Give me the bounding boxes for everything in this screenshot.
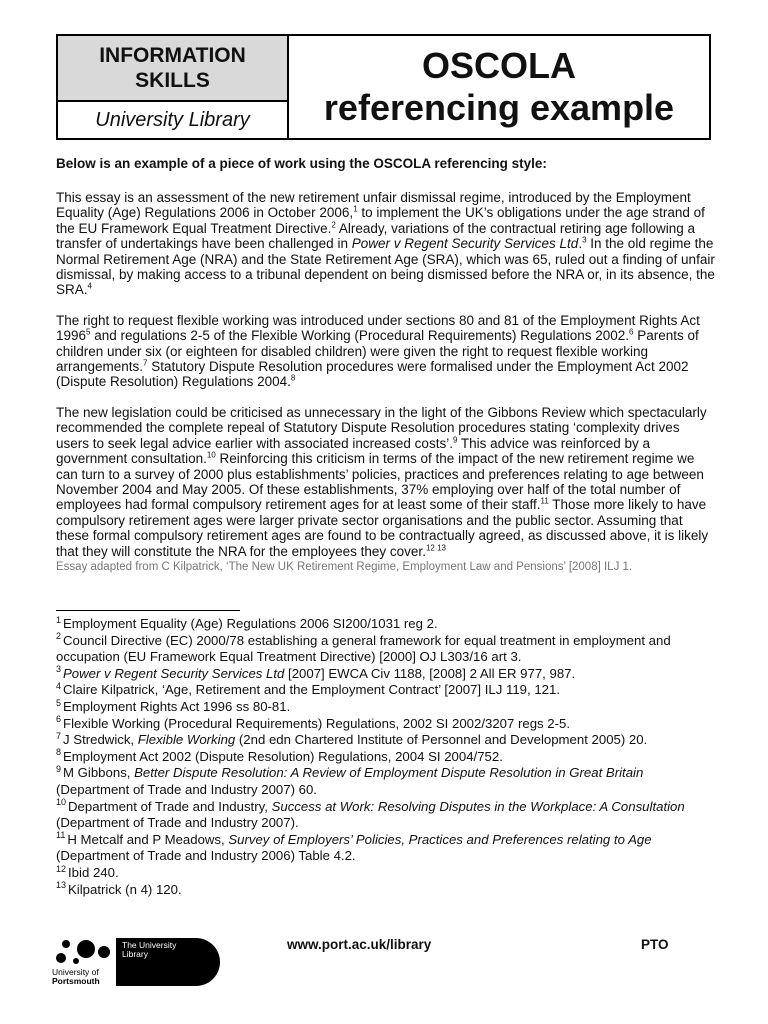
text-run: This essay is an assessment of the new retirement unfair dismissal regime, introduced by the Employment Equality (Age) Regulations 2006 in October 2006, [56, 190, 691, 221]
text-run: The right to request flexible working was introduced under sections 80 and 81 of the Employment Rights Act 1996 [56, 312, 700, 344]
footnote-ref[interactable]: 1 [353, 204, 358, 214]
footnote-number: 5 [56, 697, 62, 708]
footnote-text: M Gibbons, [63, 765, 135, 781]
pto-label: PTO [641, 937, 669, 952]
text-run: This advice was reinforced by a government consultation. [56, 435, 650, 467]
footnote-ref[interactable]: 8 [290, 373, 296, 383]
footnote-title: Flexible Working [137, 732, 236, 748]
university-logo [52, 938, 222, 990]
text-run: In the old regime the Normal Retirement Age (NRA) and the State Retirement Age (SRA), which was 65, ruled out a finding of unfair dismissal, by making access to a tribunal dependent on being dismissed before the NRA or, in its absence, the SRA. [56, 236, 715, 298]
footnote-item [56, 633, 716, 666]
footnote-item [56, 765, 716, 798]
text-run: Those more likely to have compulsory retirement ages were larger private sector organisations and the public sector. Assuming that these formal compulsory retirement ages are found to be contractually agreed, as discussed above, it is likely that they will constitute the NRA for the employees they cover. [56, 497, 709, 559]
portsmouth-dots-icon [52, 938, 114, 968]
essay-paragraph-1: This essay is an assessment of the new retirement unfair dismissal regime, introduced by the Employment Equality (Age) Regulations 2006 in October 2006,$^1$ to implement the UK’s obligations under the age strand of the EU Framework Equal Treatment Directive.$^2$ Already, variations of the contractual retiring age following a transfer of undertakings have been challenged in Power v Regent Security Services Ltd.$^3$ In the old regime the Normal Retirement Age (NRA) and the State Retirement Age (SRA), which was 65, ruled out a finding of unfair dismissal, by making access to a tribunal dependent on being dismissed before the NRA or, in its absence, the SRA.$^4$ [56, 190, 715, 298]
footnote-number: 2 [56, 631, 62, 642]
footnote-text: J Stredwick, [63, 732, 138, 748]
footnote-number: 13 [56, 880, 67, 891]
footnote-ref[interactable]: 9 [452, 435, 458, 445]
library-url-link[interactable]: www.port.ac.uk/library [287, 937, 432, 952]
header-box [56, 34, 711, 140]
page-title: OSCOLA referencing example [323, 45, 675, 128]
footnote-ref[interactable]: 12 13 [425, 543, 446, 553]
footnote-title: Survey of Employers’ Policies, Practices and Preferences relating to Age [228, 831, 652, 847]
essay-paragraph-2 [56, 313, 716, 390]
footnote-text-tail: (Department of Trade and Industry 2007). [56, 815, 299, 831]
footnote-text-tail: (Department of Trade and Industry 2007) 60. [56, 781, 317, 797]
footnote-text-tail: (2nd edn Chartered Institute of Personnel and Development 2005) 20. [235, 732, 648, 748]
text-run: Reinforcing this criticism in terms of the impact of the new retirement regime we can turn to a survey of 2000 plus establishments’ policies, practices and preferences relating to age between November 2004 and May 2005. Of these establishments, 37% employing over half of the total number of employees had formal compulsory retirement ages for at least some of their staff. [56, 451, 704, 513]
logo-portsmouth-line: Portsmouth [52, 976, 100, 986]
text-run: Statutory Dispute Resolution procedures were formalised under the Employment Act 2002 (Dispute Resolution) Regulations 2004. [56, 359, 689, 390]
source-attribution: Essay adapted from C Kilpatrick, ‘The New UK Retirement Regime, Employment Law and Pensions’ [2008] ILJ 1. [56, 560, 633, 573]
footnote-title: Success at Work: Resolving Disputes in the Workplace: A Consultation [271, 798, 685, 814]
footnote-text: Claire Kilpatrick, ‘Age, Retirement and the Employment Contract’ [2007] ILJ 119, 121. [63, 682, 560, 698]
university-library-label: University Library [95, 108, 250, 131]
footnote-item [56, 682, 716, 699]
footnote-ref[interactable]: 7 [143, 358, 148, 368]
footnote-ref[interactable]: 10 [206, 450, 216, 460]
footnote-text: H Metcalf and P Meadows, [67, 831, 229, 847]
footnote-number: 11 [56, 830, 66, 841]
footnote-ref[interactable]: 2 [331, 220, 336, 230]
footnote-title: Power v Regent Security Services Ltd [63, 665, 285, 681]
intro-text: Below is an example of a piece of work using the OSCOLA referencing style: [56, 156, 547, 171]
footnote-text: Kilpatrick (n 4) 120. [68, 881, 182, 897]
footnote-number: 9 [56, 763, 62, 774]
footnote-text: Employment Act 2002 (Dispute Resolution) Regulations, 2004 SI 2004/752. [63, 748, 503, 764]
footnote-number: 10 [56, 797, 67, 808]
text-run: The new legislation could be criticised as unnecessary in the light of the Gibbons Review which spectacularly recommended the complete repeal of Statutory Dispute Resolution procedures stating ‘complexity drives users to seek legal advice earlier with associated increased costs’. [56, 404, 707, 451]
footnote-ref[interactable]: 5 [86, 327, 91, 337]
footnote-ref[interactable]: 3 [582, 235, 587, 245]
footnote-item [56, 699, 716, 716]
text-run: and regulations 2-5 of the Flexible Working (Procedural Requirements) Regulations 2002. [90, 328, 630, 344]
footnote-text: Flexible Working (Procedural Requirements) Regulations, 2002 SI 2002/3207 regs 2-5. [63, 715, 571, 731]
footnote-text: Department of Trade and Industry, [68, 798, 272, 814]
footnote-item [56, 716, 716, 733]
header-left [58, 36, 289, 138]
logo-library-text: The University Library [122, 940, 177, 959]
footnote-item [56, 732, 716, 749]
footnote-title: Better Dispute Resolution: A Review of Employment Dispute Resolution in Great Britain [134, 765, 644, 781]
text-run: Parents of children under six (or eighteen for disabled children) were given the right to request flexible working arrangements. [56, 328, 699, 375]
footnote-divider [56, 610, 240, 611]
footnote-item [56, 749, 716, 766]
footnote-item [56, 616, 716, 633]
footnote-number: 6 [56, 714, 62, 725]
footnote-item [56, 666, 716, 683]
footnote-text-tail: [2007] EWCA Civ 1188, [2008] 2 All ER 977, 987. [284, 665, 576, 681]
footnote-text: Ibid 240. [68, 864, 119, 880]
footnote-item [56, 799, 716, 832]
footnote-text: Employment Equality (Age) Regulations 2006 SI200/1031 reg 2. [63, 616, 438, 631]
logo-university-line: University of [52, 967, 99, 977]
footnote-ref[interactable]: 11 [540, 496, 549, 506]
footnote-item [56, 832, 716, 865]
footnotes-list [56, 616, 716, 898]
essay-paragraph-3 [56, 405, 716, 559]
footnote-text: Employment Rights Act 1996 ss 80-81. [63, 698, 291, 714]
logo-university-text [52, 968, 100, 986]
footnote-number: 8 [56, 747, 62, 758]
case-name: Power v Regent Security Services Ltd [351, 236, 579, 252]
footnote-item [56, 865, 716, 882]
text-run: Already, variations of the contractual retiring age following a transfer of undertakings have been challenged in [56, 220, 696, 252]
footnote-number: 3 [56, 664, 62, 675]
footnote-ref[interactable]: 4 [87, 281, 92, 291]
footnote-number: 4 [56, 680, 62, 691]
footnote-text-tail: (Department of Trade and Industry 2006) Table 4.2. [56, 848, 356, 864]
footnote-number: 1 [56, 614, 62, 625]
footnote-item [56, 882, 716, 899]
text-run: to implement the UK’s obligations under the age strand of the EU Framework Equal Treatment Directive. [56, 205, 705, 236]
essay-body [56, 190, 716, 575]
footnote-ref[interactable]: 6 [629, 327, 634, 337]
information-skills-label: INFORMATION SKILLS [58, 36, 287, 102]
footnote-text: Council Directive (EC) 2000/78 establishing a general framework for equal treatment in employment and occupation (EU Framework Equal Treatment Directive) [2000] OJ L303/16 art 3. [56, 632, 671, 665]
footnote-number: 12 [56, 863, 67, 874]
footnote-number: 7 [56, 730, 62, 741]
